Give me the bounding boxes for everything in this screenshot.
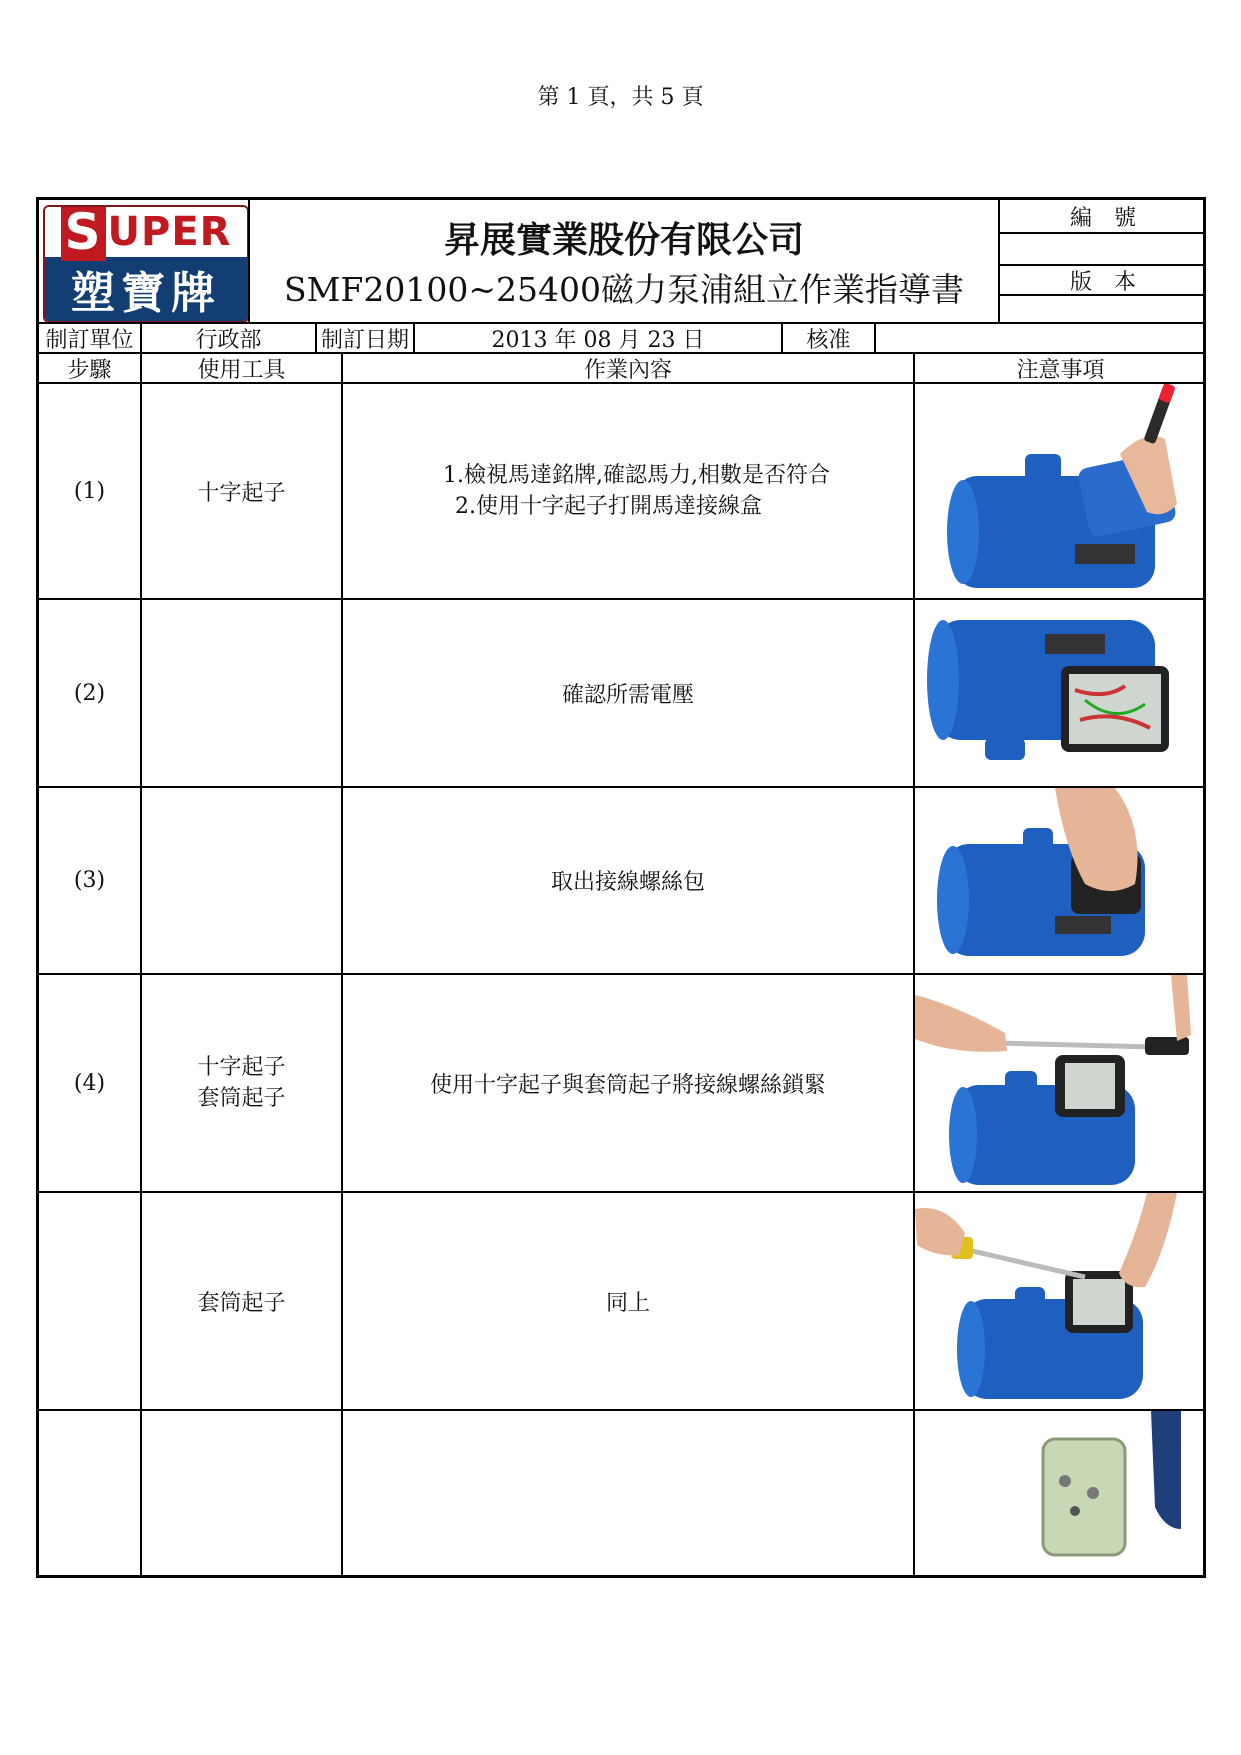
- step-content: [343, 975, 913, 1191]
- date-label: 制訂日期: [320, 327, 409, 353]
- column-header-step: 步驟: [67, 357, 112, 383]
- step-content-line: 取出接線螺絲包: [550, 870, 705, 895]
- logo-chinese-name: 塑寶牌: [45, 257, 247, 321]
- photo-motor-opening-junction-box: [915, 384, 1206, 598]
- logo-brand-text: UPER: [107, 209, 232, 255]
- logo-initial: S: [61, 205, 106, 261]
- step-content: [343, 1193, 913, 1409]
- work-instruction-sheet: [36, 197, 1206, 1578]
- step-content-line: 使用十字起子與套筒起子將接線螺絲鎖緊: [429, 1072, 826, 1098]
- approve-value: [876, 324, 1206, 352]
- photo-motor-tighten-screws-2: [915, 1193, 1206, 1409]
- photo-motor-tighten-screws: [915, 975, 1206, 1191]
- date-value: 2013 年 08 月 23 日: [491, 327, 705, 353]
- step-content: [343, 788, 913, 973]
- column-header-tool: 使用工具: [197, 357, 286, 383]
- step-tool: 套筒起子: [197, 1290, 286, 1316]
- step-content-line: 2.使用十字起子打開馬達接線盒: [455, 494, 762, 519]
- column-header-notes: 注意事項: [1016, 357, 1105, 383]
- super-brand-logo: [43, 205, 249, 323]
- serial-number-value: [1000, 234, 1206, 264]
- step-number: (3): [73, 868, 106, 893]
- document-title: SMF20100~25400磁力泵浦組立作業指導書: [284, 270, 964, 309]
- photo-motor-junction-box-open: [915, 600, 1206, 786]
- step-content-line: 同上: [605, 1290, 650, 1316]
- version-label: 版 本: [1069, 269, 1136, 295]
- step-number: [39, 1411, 140, 1578]
- step-content: [343, 600, 913, 786]
- column-header-content: 作業內容: [583, 357, 672, 383]
- step-content: [343, 384, 913, 598]
- step-number: (1): [73, 478, 106, 504]
- step-content-line: 1.檢視馬達銘牌,確認馬力,相數是否符合: [443, 463, 830, 488]
- photo-junction-box-cover: [915, 1411, 1206, 1578]
- unit-label: 制訂單位: [45, 327, 134, 353]
- step-number: [39, 1193, 140, 1409]
- step-tool: [142, 788, 341, 973]
- step-tool: [142, 600, 341, 786]
- step-number: (2): [73, 680, 106, 706]
- step-tool-line: 套筒起子: [197, 1086, 286, 1111]
- approve-label: 核准: [806, 327, 851, 353]
- company-name: 昇展實業股份有限公司: [443, 220, 804, 261]
- step-content-line: 確認所需電壓: [561, 682, 694, 708]
- page-indicator: 第 1 頁，共 5 頁: [537, 85, 704, 110]
- step-content: [343, 1411, 913, 1578]
- step-number: (4): [73, 1070, 106, 1096]
- photo-motor-take-screw-pack: [915, 788, 1206, 973]
- step-tool: [142, 975, 341, 1191]
- step-tool: [142, 1411, 341, 1578]
- serial-number-label: 編 號: [1069, 205, 1136, 231]
- step-tool-line: 十字起子: [197, 1055, 286, 1080]
- step-tool: 十字起子: [197, 480, 286, 506]
- unit-value: 行政部: [195, 327, 262, 353]
